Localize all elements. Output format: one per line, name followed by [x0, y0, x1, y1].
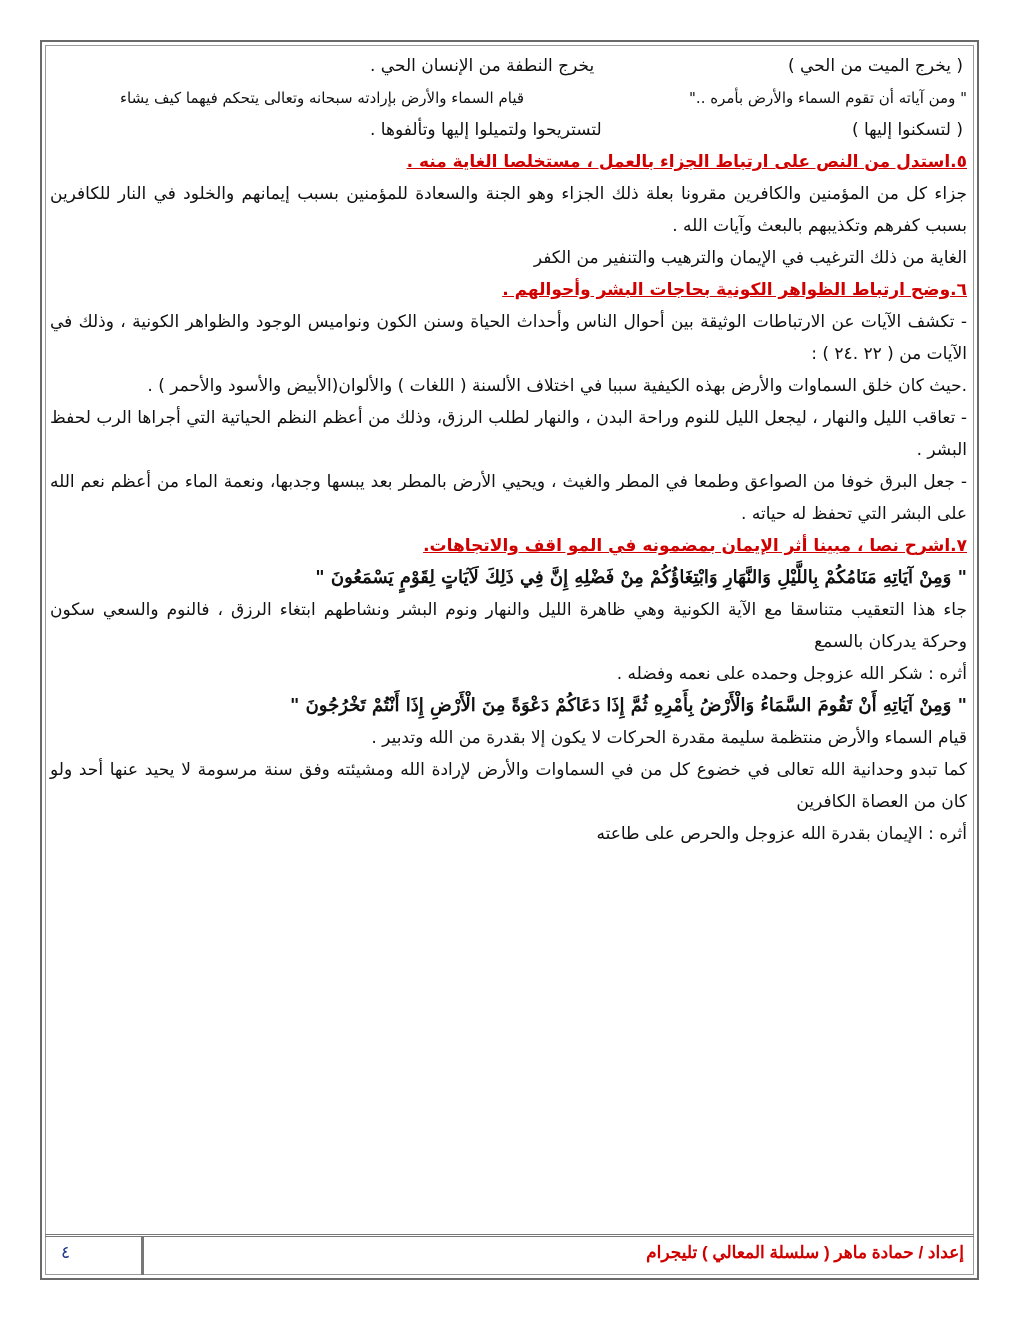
answer-6-paragraph-2: .حيث كان خلق السماوات والأرض بهذه الكيفية سببا في اختلاف الألسنة ( اللغات ) والألوان(الأبيض والأسود والأحمر ) . — [147, 376, 967, 396]
vocab-meaning-2: قيام السماء والأرض بإرادته سبحانه وتعالى يتحكم فيهما كيف يشاء — [120, 89, 525, 107]
answer-6-paragraph-4: - جعل البرق خوفا من الصواعق وطمعا في المطر والغيث ، ويحيي الأرض بالمطر بعد يبسها وجدبها، ونعمة الماء من أعظم نعم الله على البشر التي تحفظ له حياته . — [50, 472, 967, 524]
page-footer — [45, 1234, 974, 1275]
vocab-term-1: ( يخرج الميت من الحي ) — [788, 56, 963, 76]
quran-verse-2: " وَمِنْ آيَاتِهِ أَنْ تَقُومَ السَّمَاءُ وَالْأَرْضُ بِأَمْرِهِ ثُمَّ إِذَا دَعَاكُمْ دَعْوَةً مِنَ الْأَرْضِ إِذَا أَنْتُمْ تَخْرُجُونَ " — [289, 695, 967, 716]
question-5-heading: ٥.استدل من النص على ارتباط الجزاء بالعمل ، مستخلصا الغاية منه . — [406, 152, 967, 172]
vocab-row-3 — [50, 114, 967, 146]
quran-verse-1: " وَمِنْ آيَاتِهِ مَنَامُكُمْ بِاللَّيْلِ وَالنَّهَارِ وَابْتِغَاؤُكُمْ مِنْ فَضْلِهِ إِنَّ فِي ذَلِكَ لَآيَاتٍ لِقَوْمٍ يَسْمَعُونَ " — [315, 567, 967, 588]
question-6-heading: ٦.وضح ارتباط الظواهر الكونية بحاجات البشر وأحوالهم . — [502, 280, 967, 300]
vocab-term-3: ( لتسكنوا إليها ) — [851, 120, 963, 140]
answer-5-paragraph-2: الغاية من ذلك الترغيب في الإيمان والترهيب والتنفير من الكفر — [533, 248, 967, 268]
footer-divider — [141, 1237, 144, 1275]
answer-5-paragraph-1: جزاء كل من المؤمنين والكافرين مقرونا بعلة ذلك الجزاء وهو الجنة والسعادة للمؤمنين بسبب إيمانهم والخلود في النار للكافرين بسبب كفرهم وتكذيبهم بالبعث وآيات الله . — [50, 184, 967, 236]
answer-6-paragraph-3: - تعاقب الليل والنهار ، ليجعل الليل للنوم وراحة البدن ، والنهار لطلب الرزق، وذلك من أعظم النظم الحياتية التي أجراها الرب لحفظ البشر . — [50, 408, 967, 460]
answer-6-paragraph-1: - تكشف الآيات عن الارتباطات الوثيقة بين أحوال الناس وأحداث الحياة وسنن الكون ونواميس الوجود والظواهر الكونية ، وذلك في الآيات من ( ٢٢ .٢٤ ) : — [50, 312, 967, 364]
page-number: ٤ — [61, 1243, 71, 1263]
vocab-meaning-1: يخرج النطفة من الإنسان الحي . — [370, 56, 595, 76]
answer-7-paragraph-3: كما تبدو وحدانية الله تعالى في خضوع كل من في السماوات والأرض لإرادة الله ومشيئته وفق سنة مرسومة لا يحيد عنها أحد ولو كان من العصاة الكافرين — [50, 760, 967, 812]
vocab-meaning-3: لتستريحوا ولتميلوا إليها وتألفوها . — [370, 120, 602, 140]
question-7-heading: ٧.اشرح نصا ، مبينا أثر الإيمان بمضمونه في المو اقف والاتجاهات. — [423, 536, 967, 556]
page-frame — [40, 40, 979, 1280]
answer-7-effect-1: أثره : شكر الله عزوجل وحمده على نعمه وفضله . — [616, 664, 967, 684]
vocab-row-1 — [50, 50, 967, 82]
answer-7-paragraph-2: قيام السماء والأرض منتظمة سليمة مقدرة الحركات لا يكون إلا بقدرة من الله وتدبير . — [371, 728, 967, 748]
vocab-term-2: " ومن آياته أن تقوم السماء والأرض بأمره .." — [689, 89, 967, 107]
answer-7-effect-2: أثره : الإيمان بقدرة الله عزوجل والحرص على طاعته — [596, 824, 967, 844]
page-content — [50, 50, 967, 850]
answer-7-paragraph-1: جاء هذا التعقيب متناسقا مع الآية الكونية وهي ظاهرة الليل والنهار ونوم البشر ونشاطهم ابتغاء الرزق ، فالنوم والسعي سكون وحركة يدركان بالسمع — [50, 600, 967, 652]
footer-author: إعداد / حمادة ماهر ( سلسلة المعالي ) تليجرام — [646, 1243, 964, 1262]
vocab-row-2 — [50, 82, 967, 114]
